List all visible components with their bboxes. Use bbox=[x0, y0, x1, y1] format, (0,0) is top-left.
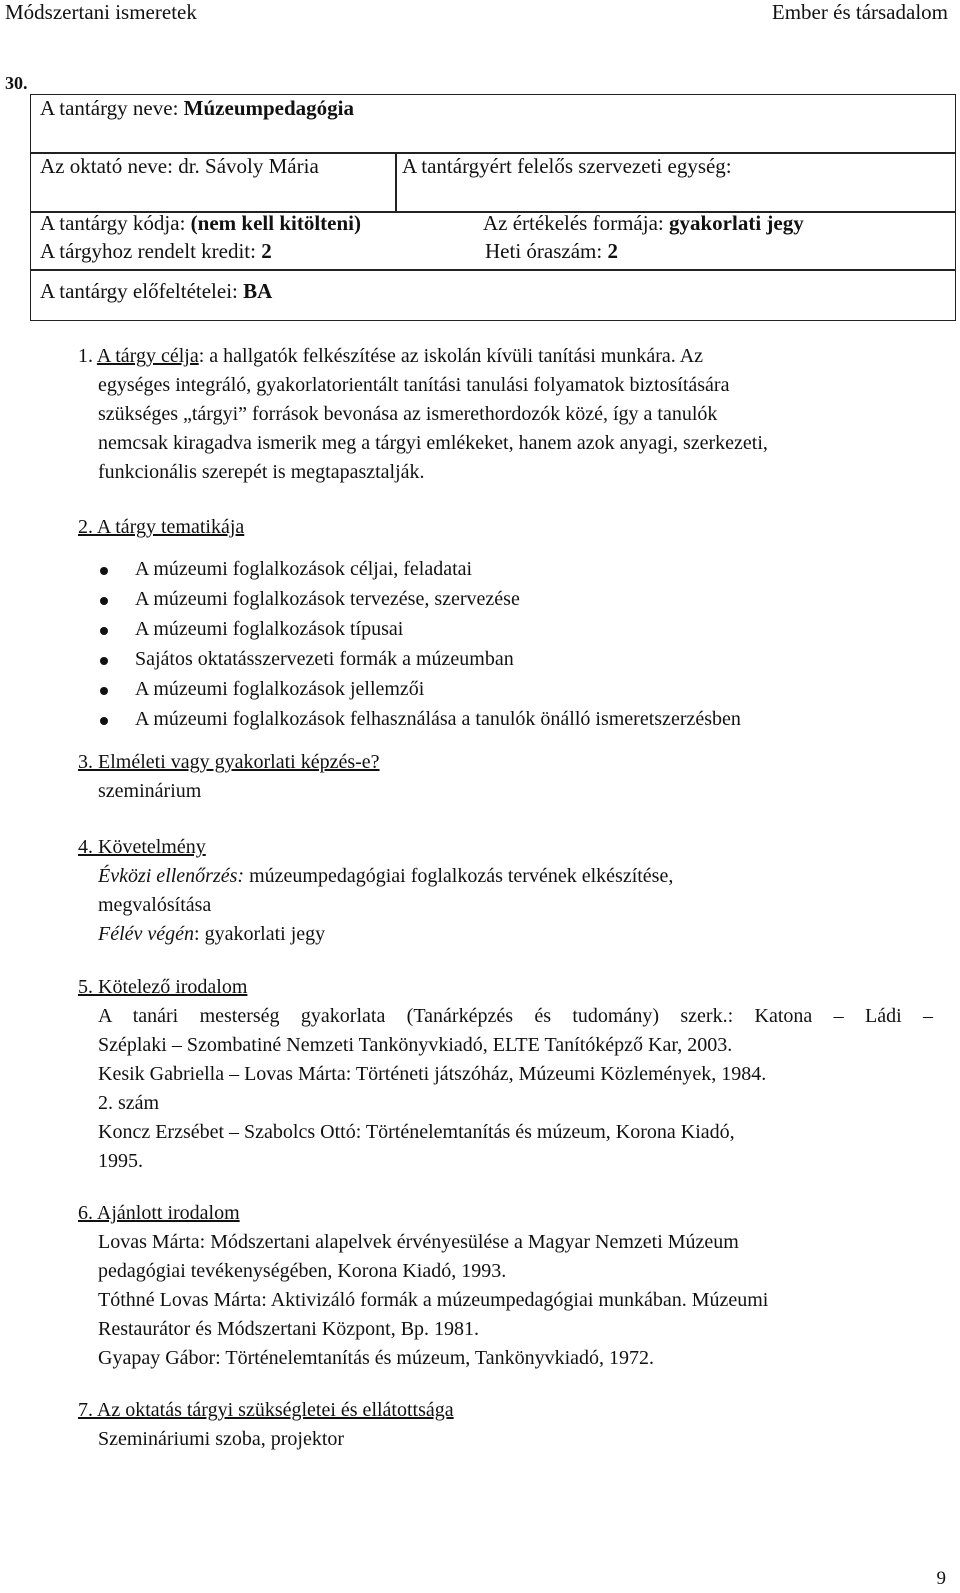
responsible-unit: A tantárgyért felelős szervezeti egység: bbox=[402, 154, 732, 178]
list-item: A múzeumi foglalkozások céljai, feladatai bbox=[100, 554, 741, 584]
course-name bbox=[40, 96, 354, 121]
end-of-term-label: Félév végén bbox=[98, 923, 195, 945]
reference-line: Széplaki – Szombatiné Nemzeti Tankönyvkiadó, ELTE Tanítóképző Kar, 2003. bbox=[98, 1034, 733, 1056]
credit-label: A tárgyhoz rendelt kredit: bbox=[40, 239, 262, 263]
reference-line: Kesik Gabriella – Lovas Márta: Történeti játszóház, Múzeumi Közlemények, 1984. bbox=[98, 1063, 767, 1085]
evaluation-form bbox=[483, 211, 804, 236]
reference-line: 1995. bbox=[98, 1150, 143, 1172]
credit-value: 2 bbox=[261, 239, 272, 263]
section-5 bbox=[78, 973, 958, 1176]
section-3-title: 3. Elméleti vagy gyakorlati képzés-e? bbox=[78, 751, 380, 773]
section-4 bbox=[78, 833, 958, 949]
midterm-label: Évközi ellenőrzés: bbox=[98, 865, 245, 887]
credit bbox=[40, 239, 272, 264]
page-number: 9 bbox=[936, 1568, 946, 1589]
section-4-title: 4. Követelmény bbox=[78, 836, 206, 858]
section-1-line: szükséges „tárgyi” források bevonása az ismerethordozók közé, így a tanulók bbox=[98, 403, 718, 425]
course-name-label: A tantárgy neve: bbox=[40, 96, 184, 120]
evaluation-value: gyakorlati jegy bbox=[669, 211, 804, 235]
section-3 bbox=[78, 748, 958, 806]
midterm-line-2: megvalósítása bbox=[98, 894, 212, 916]
bullet-icon bbox=[100, 687, 108, 695]
section-1-num: 1. bbox=[78, 345, 97, 367]
prerequisites bbox=[40, 279, 272, 304]
recommended-line: pedagógiai tevékenységében, Korona Kiadó, 1993. bbox=[98, 1260, 507, 1282]
section-1-line: 1. A tárgy célja: a hallgatók felkészítése az iskolán kívüli tanítási munkára. Az bbox=[78, 345, 704, 367]
bullet-icon bbox=[100, 627, 108, 635]
weekly-hours bbox=[485, 239, 618, 264]
section-1-title: A tárgy célja bbox=[96, 345, 199, 367]
section-2-title: 2. A tárgy tematikája bbox=[78, 516, 245, 538]
list-item: Sajátos oktatásszervezeti formák a múzeumban bbox=[100, 644, 741, 674]
section-5-title: 5. Kötelező irodalom bbox=[78, 976, 248, 998]
recommended-line: Lovas Márta: Módszertani alapelvek érvényesülése a Magyar Nemzeti Múzeum bbox=[98, 1231, 739, 1253]
reference-line: A tanári mesterség gyakorlata (Tanárképzés és tudomány) szerk.: Katona – Ládi – bbox=[98, 1005, 933, 1027]
hours-value: 2 bbox=[607, 239, 618, 263]
prereq-value: BA bbox=[243, 279, 273, 303]
course-code-value: (nem kell kitölteni) bbox=[190, 211, 361, 235]
list-item: A múzeumi foglalkozások tervezése, szervezése bbox=[100, 584, 741, 614]
list-item: A múzeumi foglalkozások típusai bbox=[100, 614, 741, 644]
section-number: 30. bbox=[5, 73, 28, 93]
section-7-title: 7. Az oktatás tárgyi szükségletei és ellátottsága bbox=[78, 1399, 454, 1421]
section-1-line: nemcsak kiragadva ismerik meg a tárgyi emlékeket, hanem azok anyagi, szerkezeti, bbox=[98, 432, 768, 454]
midterm-line: Évközi ellenőrzés: múzeumpedagógiai foglalkozás tervének elkészítése, bbox=[98, 865, 674, 887]
prereq-label: A tantárgy előfeltételei: bbox=[40, 279, 244, 303]
topics-list bbox=[100, 554, 741, 734]
section-1-line: funkcionális szerepét is megtapasztalják. bbox=[98, 461, 425, 483]
course-name-value: Múzeumpedagógia bbox=[183, 96, 354, 120]
section-7-value: Szemináriumi szoba, projektor bbox=[98, 1428, 345, 1450]
list-item: A múzeumi foglalkozások jellemzői bbox=[100, 674, 741, 704]
end-of-term-line: Félév végén: gyakorlati jegy bbox=[98, 923, 326, 945]
course-code-label: A tantárgy kódja: bbox=[40, 211, 191, 235]
list-item: A múzeumi foglalkozások felhasználása a tanulók önálló ismeretszerzésben bbox=[100, 704, 741, 734]
course-code bbox=[40, 211, 361, 236]
instructor: Az oktató neve: dr. Sávoly Mária bbox=[40, 154, 319, 178]
instructor-divider bbox=[395, 152, 397, 213]
section-7 bbox=[78, 1396, 958, 1454]
bullet-icon bbox=[100, 567, 108, 575]
bullet-icon bbox=[100, 717, 108, 725]
recommended-line: Gyapay Gábor: Történelemtanítás és múzeum, Tankönyvkiadó, 1972. bbox=[98, 1347, 655, 1369]
bullet-icon bbox=[100, 657, 108, 665]
evaluation-label: Az értékelés formája: bbox=[483, 211, 669, 235]
reference-line: Koncz Erzsébet – Szabolcs Ottó: Történelemtanítás és múzeum, Korona Kiadó, bbox=[98, 1121, 735, 1143]
reference-line: 2. szám bbox=[98, 1092, 160, 1114]
recommended-line: Tóthné Lovas Márta: Aktivizáló formák a múzeumpedagógiai munkában. Múzeumi bbox=[98, 1289, 769, 1311]
section-1-goal bbox=[78, 342, 958, 487]
recommended-line: Restaurátor és Módszertani Központ, Bp. 1981. bbox=[98, 1318, 480, 1340]
bullet-icon bbox=[100, 597, 108, 605]
section-3-value: szeminárium bbox=[98, 780, 202, 802]
section-6-title: 6. Ajánlott irodalom bbox=[78, 1202, 240, 1224]
section-6 bbox=[78, 1199, 958, 1373]
hours-label: Heti óraszám: bbox=[485, 239, 608, 263]
header-left: Módszertani ismeretek bbox=[5, 0, 197, 24]
header-right: Ember és társadalom bbox=[771, 0, 948, 24]
section-1-line: egységes integráló, gyakorlatorientált tanítási tanulási folyamatok biztosítására bbox=[98, 374, 730, 396]
